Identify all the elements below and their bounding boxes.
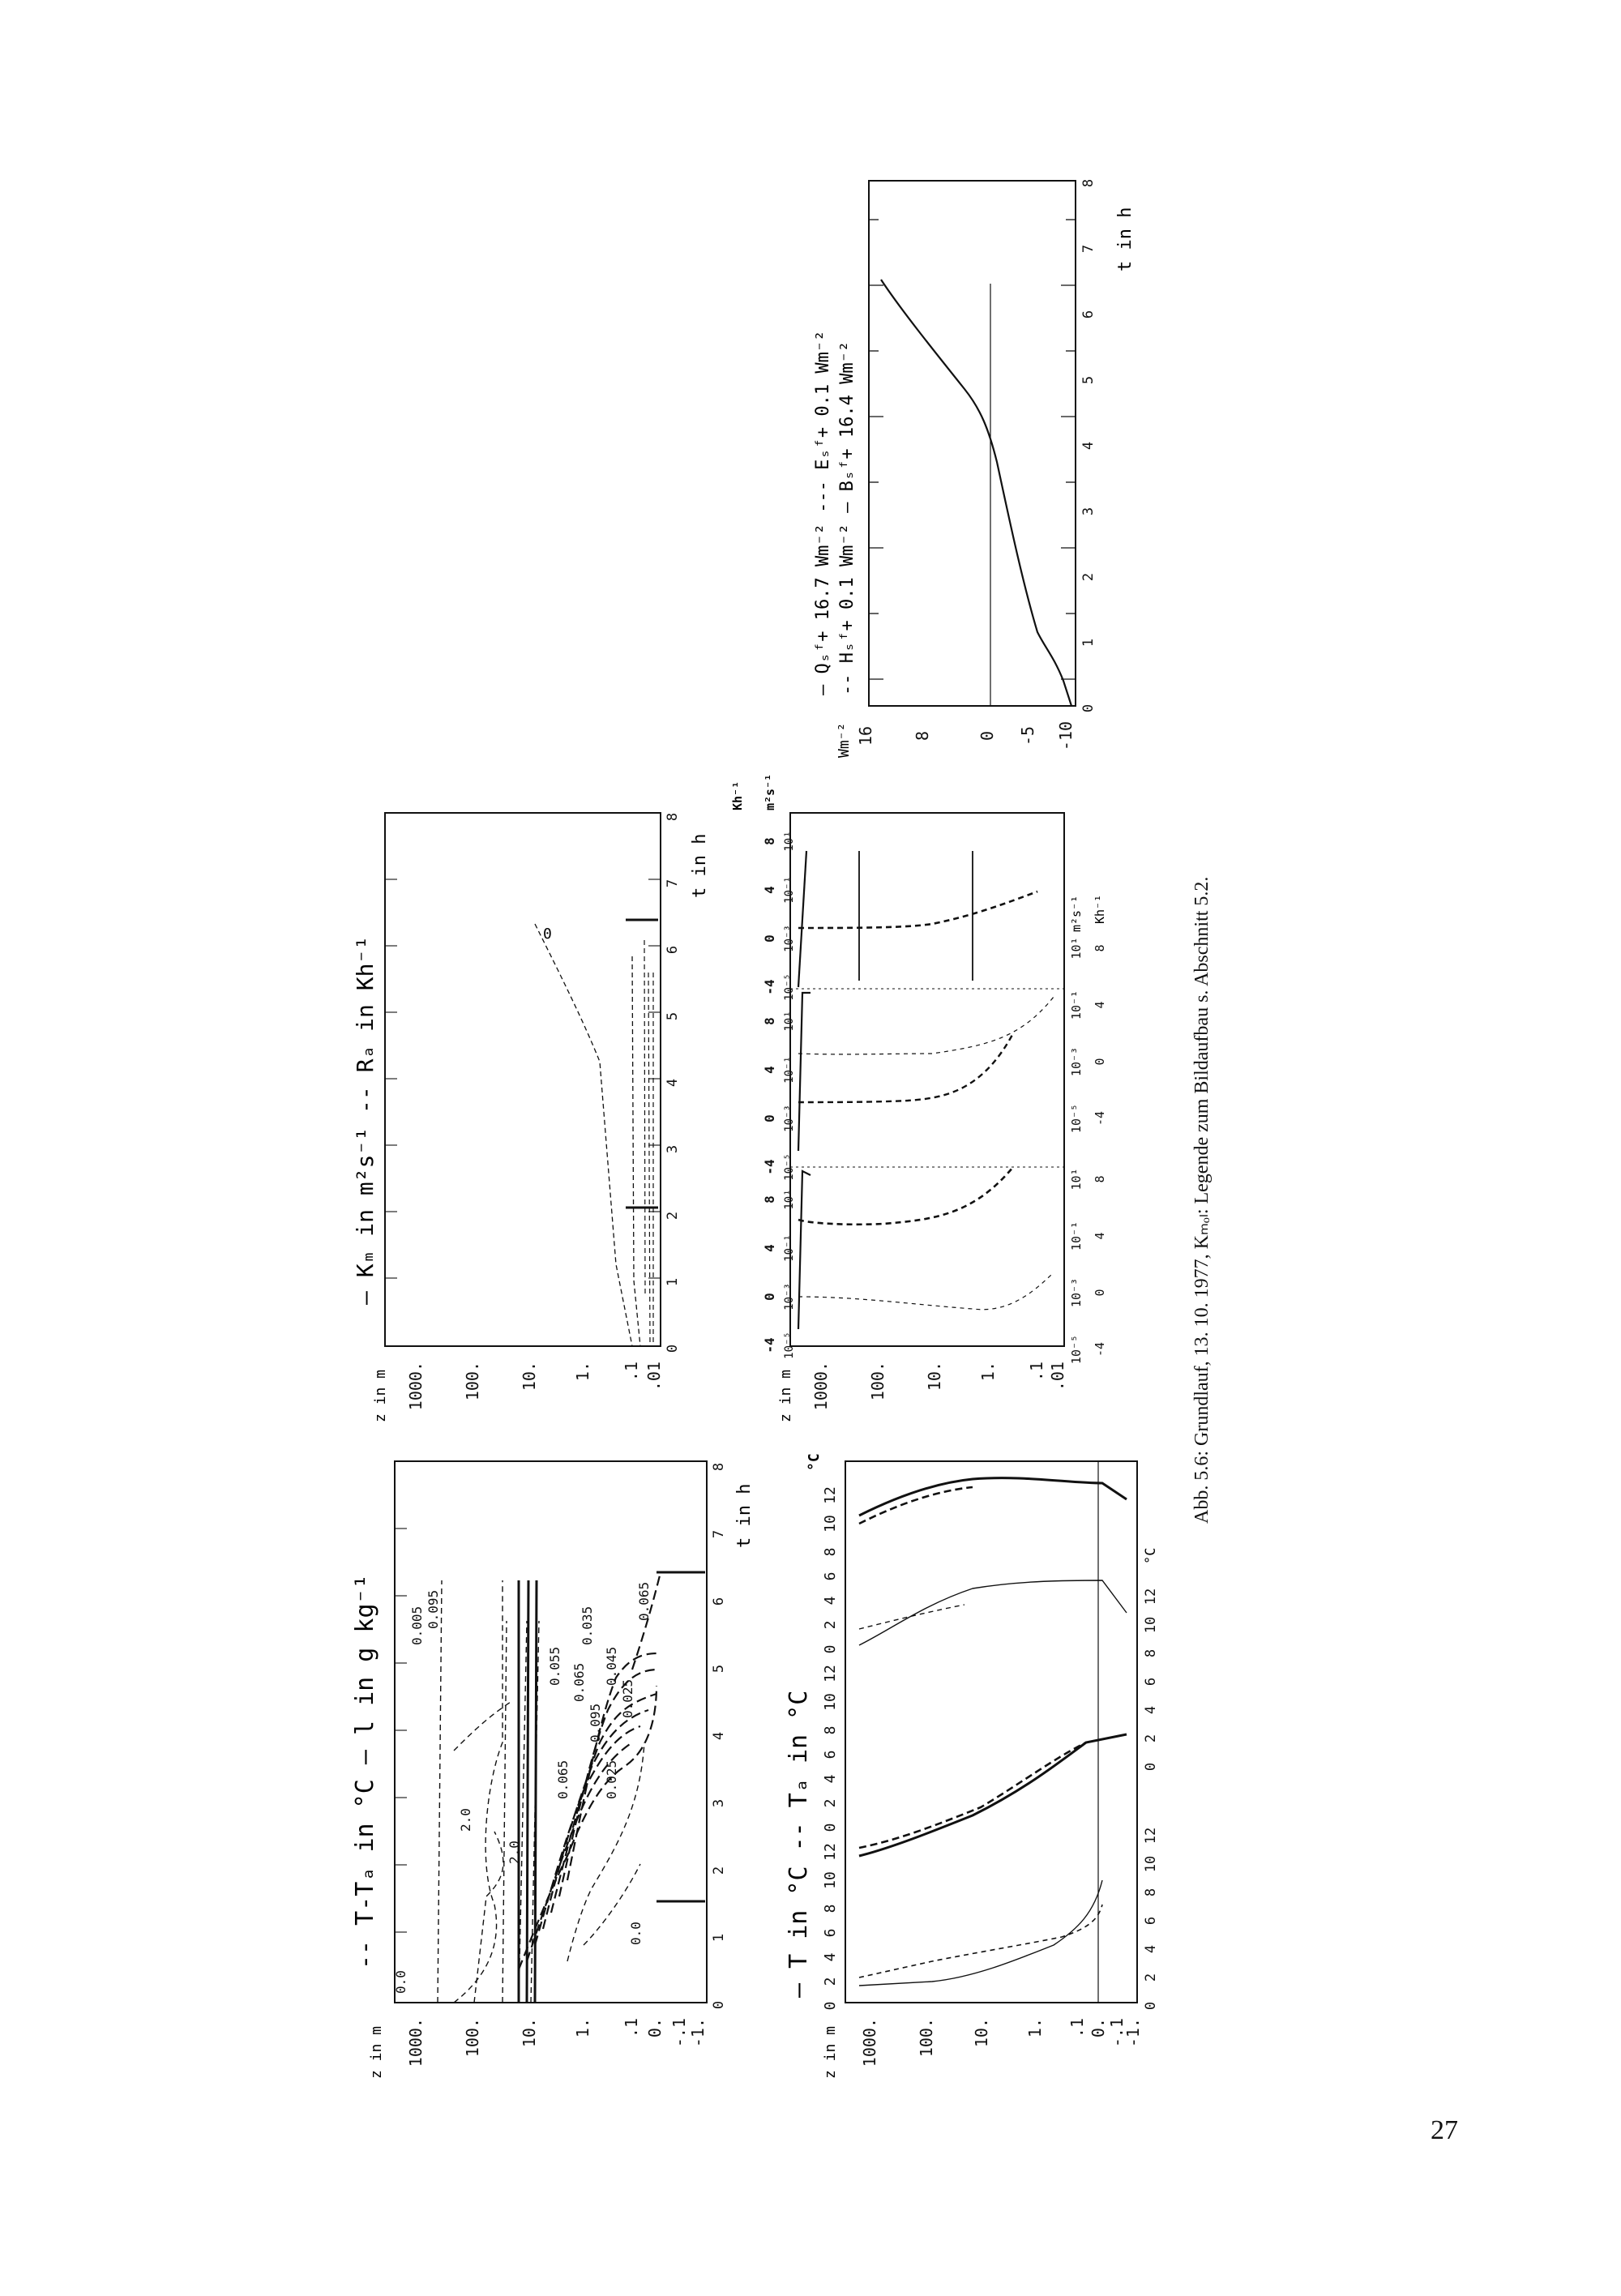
svg-text:8: 8 bbox=[913, 730, 932, 742]
svg-text:8: 8 bbox=[822, 1547, 839, 1557]
km-curve-label: 0 bbox=[543, 926, 552, 943]
svg-text:6: 6 bbox=[822, 1928, 839, 1938]
svg-text:.1: .1 bbox=[1027, 1362, 1046, 1382]
svg-text:-4: -4 bbox=[762, 979, 777, 995]
svg-text:10⁻¹: 10⁻¹ bbox=[1069, 1221, 1084, 1251]
profile-plot-frame bbox=[790, 813, 1064, 1346]
energy-plot-frame bbox=[869, 181, 1076, 706]
svg-text:1.: 1. bbox=[573, 2018, 592, 2038]
svg-text:8: 8 bbox=[1143, 1648, 1159, 1658]
svg-text:0.: 0. bbox=[645, 2018, 665, 2038]
svg-text:6: 6 bbox=[1143, 1677, 1159, 1687]
svg-text:6: 6 bbox=[665, 945, 681, 955]
svg-text:.1: .1 bbox=[1067, 2018, 1087, 2038]
svg-text:1000.: 1000. bbox=[811, 1362, 831, 1411]
km-z-axis-title: z in m bbox=[372, 1369, 389, 1422]
svg-text:10⁻¹: 10⁻¹ bbox=[783, 1056, 796, 1084]
svg-text:10.: 10. bbox=[925, 1362, 944, 1392]
svg-text:0.0: 0.0 bbox=[393, 1970, 408, 1994]
svg-text:0.065: 0.065 bbox=[636, 1581, 652, 1621]
svg-text:10⁻⁵: 10⁻⁵ bbox=[783, 973, 796, 1001]
profile-panel bbox=[730, 774, 1107, 1422]
svg-text:10⁻¹: 10⁻¹ bbox=[1069, 990, 1084, 1020]
svg-text:0: 0 bbox=[977, 730, 997, 742]
svg-text:10⁻⁵: 10⁻⁵ bbox=[1069, 1334, 1084, 1365]
svg-text:0: 0 bbox=[1093, 1058, 1107, 1066]
page-number: 27 bbox=[1431, 2115, 1458, 2145]
svg-text:10: 10 bbox=[1143, 1616, 1159, 1634]
svg-text:12: 12 bbox=[822, 1843, 839, 1861]
q-sf-curve bbox=[881, 280, 1071, 706]
svg-text:5: 5 bbox=[1080, 375, 1097, 385]
svg-text:6: 6 bbox=[711, 1597, 727, 1606]
svg-text:100.: 100. bbox=[463, 2018, 482, 2058]
svg-text:-10: -10 bbox=[1056, 720, 1076, 751]
energy-t-axis-title: t in h bbox=[1115, 207, 1136, 272]
svg-text:4: 4 bbox=[1093, 1232, 1107, 1240]
svg-text:10⁻³: 10⁻³ bbox=[1069, 1046, 1084, 1077]
svg-text:2: 2 bbox=[822, 1977, 839, 1986]
svg-text:8: 8 bbox=[1080, 178, 1097, 188]
temperature-unit-top: °C bbox=[806, 1453, 823, 1471]
svg-text:10⁻⁵: 10⁻⁵ bbox=[1069, 1103, 1084, 1134]
energy-balance-panel bbox=[813, 179, 1136, 758]
svg-text:4: 4 bbox=[822, 1596, 839, 1605]
svg-text:.01: .01 bbox=[644, 1362, 664, 1392]
svg-text:10.: 10. bbox=[520, 2018, 539, 2048]
svg-text:1: 1 bbox=[711, 1933, 727, 1943]
svg-text:0.025: 0.025 bbox=[620, 1678, 635, 1718]
svg-text:m²s⁻¹: m²s⁻¹ bbox=[1069, 895, 1084, 932]
svg-text:0.045: 0.045 bbox=[604, 1646, 619, 1686]
svg-text:0.095: 0.095 bbox=[588, 1703, 603, 1742]
svg-text:0: 0 bbox=[711, 2000, 727, 2010]
svg-text:1000.: 1000. bbox=[406, 1362, 426, 1411]
figure-caption: Abb. 5.6: Grundlauf, 13. 10. 1977, Kₘₒₗ: Legende zum Bildaufbau s. Abschnitt 5.2. bbox=[1191, 876, 1213, 1524]
dewpoint-panel bbox=[351, 1461, 755, 2079]
km-legend: — Kₘ in m²s⁻¹ -- Rₐ in Kh⁻¹ bbox=[352, 935, 379, 1305]
svg-text:2.0: 2.0 bbox=[507, 1841, 522, 1864]
svg-text:1000.: 1000. bbox=[406, 2018, 426, 2067]
svg-text:0.035: 0.035 bbox=[580, 1605, 595, 1645]
svg-text:10⁻⁵: 10⁻⁵ bbox=[783, 1153, 796, 1181]
svg-text:0.005: 0.005 bbox=[409, 1605, 425, 1645]
svg-text:.1: .1 bbox=[622, 2018, 641, 2038]
svg-text:5: 5 bbox=[665, 1011, 681, 1021]
svg-text:10⁻³: 10⁻³ bbox=[783, 925, 796, 952]
energy-legend-line1: — Qₛᶠ+ 16.7 Wm⁻² --- Eₛᶠ+ 0.1 Wm⁻² bbox=[813, 330, 833, 695]
svg-text:0.095: 0.095 bbox=[426, 1589, 441, 1629]
svg-text:4: 4 bbox=[665, 1078, 681, 1088]
svg-text:16: 16 bbox=[856, 725, 875, 746]
svg-text:1.: 1. bbox=[1025, 2018, 1045, 2038]
temperature-legend: — T in °C -- Tₐ in °C bbox=[785, 1690, 813, 1998]
svg-text:0: 0 bbox=[822, 1644, 839, 1654]
svg-text:2: 2 bbox=[822, 1798, 839, 1808]
energy-legend-line2: -- Hₛᶠ+ 0.1 Wm⁻² — Bₛᶠ+ 16.4 Wm⁻² bbox=[837, 340, 858, 695]
svg-text:0: 0 bbox=[762, 934, 777, 943]
svg-text:0.065: 0.065 bbox=[555, 1759, 571, 1799]
rq-curve bbox=[535, 924, 632, 1346]
svg-text:8: 8 bbox=[822, 1904, 839, 1913]
svg-text:-.1: -.1 bbox=[669, 2018, 689, 2048]
svg-text:0.0: 0.0 bbox=[628, 1922, 644, 1945]
svg-text:4: 4 bbox=[822, 1774, 839, 1784]
svg-text:8: 8 bbox=[762, 1017, 777, 1025]
svg-text:2: 2 bbox=[1080, 572, 1097, 582]
svg-text:2: 2 bbox=[1143, 1734, 1159, 1743]
svg-text:7: 7 bbox=[1080, 244, 1097, 254]
svg-text:4: 4 bbox=[711, 1731, 727, 1741]
km-rq-panel bbox=[352, 813, 710, 1422]
svg-text:10¹: 10¹ bbox=[783, 1189, 796, 1210]
svg-text:8: 8 bbox=[665, 812, 681, 822]
svg-text:4: 4 bbox=[1080, 441, 1097, 451]
svg-text:0.065: 0.065 bbox=[571, 1662, 587, 1702]
svg-text:4: 4 bbox=[1143, 1944, 1159, 1954]
svg-text:4: 4 bbox=[762, 1244, 777, 1252]
svg-text:0: 0 bbox=[1143, 1762, 1159, 1772]
svg-text:0: 0 bbox=[1143, 2001, 1159, 2011]
km-plot-frame bbox=[385, 813, 661, 1346]
svg-text:8: 8 bbox=[711, 1462, 727, 1472]
km-t-axis-title: t in h bbox=[690, 833, 710, 898]
svg-text:10: 10 bbox=[822, 1693, 839, 1711]
svg-text:8: 8 bbox=[1093, 1175, 1107, 1183]
profile-z-axis-title: z in m bbox=[777, 1369, 794, 1422]
svg-text:100.: 100. bbox=[917, 2018, 936, 2058]
svg-text:-4: -4 bbox=[1093, 1341, 1107, 1358]
profile-unit-kh: Kh⁻¹ bbox=[730, 780, 745, 810]
svg-text:0.: 0. bbox=[1089, 2018, 1108, 2038]
svg-text:0.025: 0.025 bbox=[604, 1759, 619, 1799]
svg-text:2.0: 2.0 bbox=[458, 1808, 473, 1832]
svg-text:10⁻³: 10⁻³ bbox=[783, 1283, 796, 1310]
svg-text:0: 0 bbox=[1080, 703, 1097, 713]
svg-text:100.: 100. bbox=[868, 1362, 887, 1401]
dewpoint-t-axis-title: t in h bbox=[734, 1483, 755, 1548]
svg-text:4: 4 bbox=[1143, 1705, 1159, 1715]
svg-text:0.055: 0.055 bbox=[547, 1646, 562, 1686]
svg-text:-1.: -1. bbox=[1123, 2018, 1143, 2048]
svg-text:-4: -4 bbox=[1093, 1110, 1107, 1127]
svg-text:8: 8 bbox=[762, 1195, 777, 1204]
svg-text:4: 4 bbox=[1093, 1001, 1107, 1009]
svg-text:0: 0 bbox=[822, 1823, 839, 1832]
svg-text:6: 6 bbox=[1143, 1916, 1159, 1926]
svg-text:6: 6 bbox=[822, 1571, 839, 1581]
svg-text:12: 12 bbox=[822, 1486, 839, 1504]
svg-text:6: 6 bbox=[822, 1750, 839, 1759]
svg-text:10¹: 10¹ bbox=[1069, 937, 1084, 960]
svg-text:3: 3 bbox=[665, 1144, 681, 1154]
svg-text:7: 7 bbox=[665, 879, 681, 888]
svg-text:2: 2 bbox=[822, 1620, 839, 1630]
svg-text:3: 3 bbox=[711, 1798, 727, 1808]
svg-text:6: 6 bbox=[1080, 310, 1097, 319]
svg-text:100.: 100. bbox=[463, 1362, 482, 1401]
svg-text:8: 8 bbox=[762, 837, 777, 845]
svg-text:Kh⁻¹: Kh⁻¹ bbox=[1093, 894, 1107, 924]
energy-y-unit: Wm⁻² bbox=[836, 722, 853, 758]
dewpoint-plot-frame bbox=[395, 1461, 707, 2003]
svg-text:0: 0 bbox=[762, 1293, 777, 1301]
svg-text:10⁻⁵: 10⁻⁵ bbox=[783, 1332, 796, 1359]
svg-text:3: 3 bbox=[1080, 507, 1097, 516]
svg-text:1.: 1. bbox=[573, 1362, 592, 1382]
svg-text:10⁻³: 10⁻³ bbox=[783, 1105, 796, 1132]
svg-text:10.: 10. bbox=[972, 2018, 991, 2048]
dewpoint-z-axis-title: z in m bbox=[368, 2025, 385, 2079]
svg-text:1.: 1. bbox=[978, 1362, 998, 1382]
svg-text:10¹: 10¹ bbox=[1069, 1168, 1084, 1191]
svg-text:2: 2 bbox=[665, 1211, 681, 1221]
svg-text:7: 7 bbox=[711, 1529, 727, 1539]
svg-text:1: 1 bbox=[1080, 638, 1097, 648]
svg-text:12: 12 bbox=[822, 1665, 839, 1682]
svg-text:2: 2 bbox=[711, 1866, 727, 1875]
temperature-panel bbox=[785, 1453, 1159, 2079]
svg-text:5: 5 bbox=[711, 1664, 727, 1674]
svg-text:-4: -4 bbox=[762, 1159, 777, 1175]
svg-text:-5: -5 bbox=[1018, 725, 1037, 746]
svg-text:10¹: 10¹ bbox=[783, 1011, 796, 1032]
svg-text:12: 12 bbox=[1143, 1588, 1159, 1605]
svg-text:10⁻³: 10⁻³ bbox=[1069, 1277, 1084, 1308]
svg-text:1: 1 bbox=[665, 1277, 681, 1287]
profile-unit-m2s: m²s⁻¹ bbox=[763, 773, 777, 810]
svg-text:12: 12 bbox=[1143, 1827, 1159, 1845]
svg-text:1000.: 1000. bbox=[860, 2018, 879, 2067]
temperature-unit-bottom: °C bbox=[1143, 1547, 1159, 1564]
svg-text:10.: 10. bbox=[520, 1362, 539, 1392]
svg-text:8: 8 bbox=[822, 1725, 839, 1735]
svg-text:10⁻¹: 10⁻¹ bbox=[783, 876, 796, 904]
svg-text:2: 2 bbox=[1143, 1973, 1159, 1982]
svg-text:0: 0 bbox=[762, 1114, 777, 1122]
svg-text:10: 10 bbox=[1143, 1855, 1159, 1873]
svg-text:0: 0 bbox=[822, 2001, 839, 2011]
svg-text:0: 0 bbox=[665, 1344, 681, 1353]
svg-text:10¹: 10¹ bbox=[783, 831, 796, 852]
svg-text:10⁻¹: 10⁻¹ bbox=[783, 1234, 796, 1262]
temperature-z-axis-title: z in m bbox=[822, 2025, 839, 2079]
svg-text:-.1: -.1 bbox=[1107, 2018, 1127, 2048]
svg-text:0: 0 bbox=[1093, 1289, 1107, 1297]
svg-text:-4: -4 bbox=[762, 1337, 777, 1353]
svg-text:10: 10 bbox=[822, 1871, 839, 1889]
svg-text:-1.: -1. bbox=[688, 2018, 708, 2048]
svg-text:.01: .01 bbox=[1048, 1362, 1067, 1392]
svg-text:8: 8 bbox=[1143, 1888, 1159, 1897]
svg-text:.1: .1 bbox=[622, 1362, 641, 1382]
svg-text:4: 4 bbox=[762, 1066, 777, 1074]
svg-text:4: 4 bbox=[822, 1952, 839, 1962]
svg-text:8: 8 bbox=[1093, 944, 1107, 952]
dewpoint-legend: -- T-Tₐ in °C — l in g kg⁻¹ bbox=[351, 1574, 379, 1969]
svg-text:4: 4 bbox=[762, 886, 777, 894]
svg-text:10: 10 bbox=[822, 1515, 839, 1533]
